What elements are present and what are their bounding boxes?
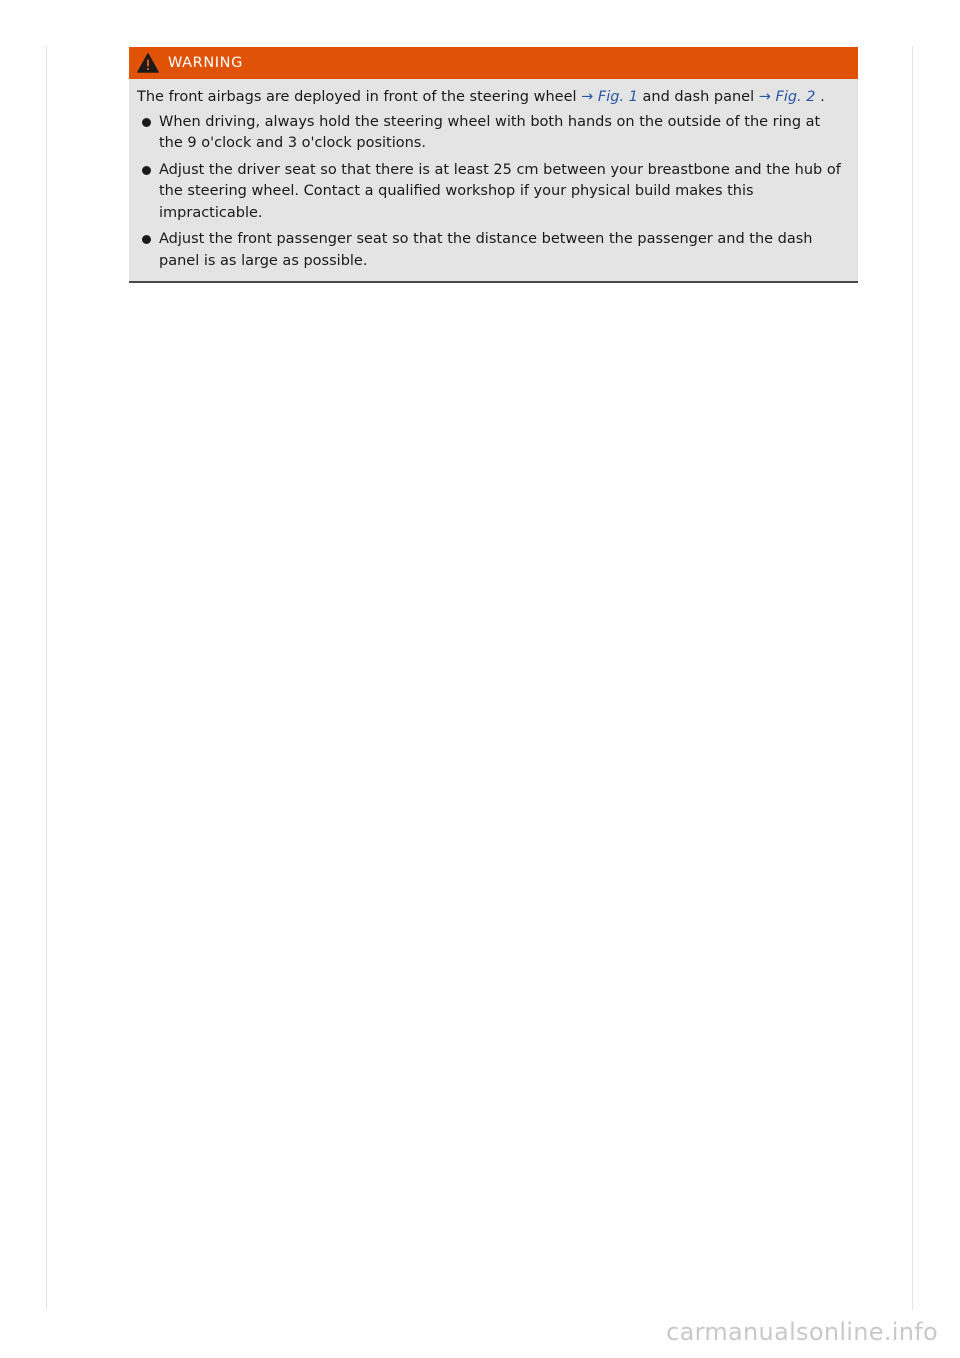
warning-triangle-icon — [137, 53, 159, 73]
bullet-dot — [142, 166, 151, 175]
bullet-dot — [142, 118, 151, 127]
right-margin-line — [912, 46, 913, 1310]
fig1-arrow: → — [581, 89, 594, 105]
fig1-link[interactable]: Fig. 1 — [597, 89, 638, 105]
bullet-text: Adjust the driver seat so that there is at least 25 cm between your breastbone and the hub of the steering wheel. Contact a qualified workshop if your physical build makes this impracticable. — [159, 161, 841, 221]
warning-box — [129, 47, 858, 283]
left-margin-line — [46, 46, 47, 1310]
intro-mid: and dash panel — [637, 89, 759, 105]
watermark: carmanualsonline.info — [666, 1318, 938, 1346]
warning-title: WARNING — [168, 55, 243, 71]
fig2-link[interactable]: Fig. 2 — [775, 89, 816, 105]
list-item — [137, 112, 848, 155]
warning-body — [129, 79, 858, 281]
warning-bullet-list — [137, 112, 848, 273]
intro-text: The front airbags are deployed in front of the steering wheel — [137, 89, 582, 105]
warning-header — [129, 47, 858, 79]
warning-intro — [137, 87, 848, 109]
bullet-text: Adjust the front passenger seat so that the distance between the passenger and the dash panel is as large as possible. — [159, 231, 813, 269]
fig2-arrow: → — [758, 89, 771, 105]
bullet-text: When driving, always hold the steering wheel with both hands on the outside of the ring at the 9 o'clock and 3 o'clock positions. — [159, 113, 821, 151]
intro-end: . — [815, 89, 825, 105]
list-item — [137, 229, 848, 272]
bullet-dot — [142, 235, 151, 244]
list-item — [137, 160, 848, 225]
